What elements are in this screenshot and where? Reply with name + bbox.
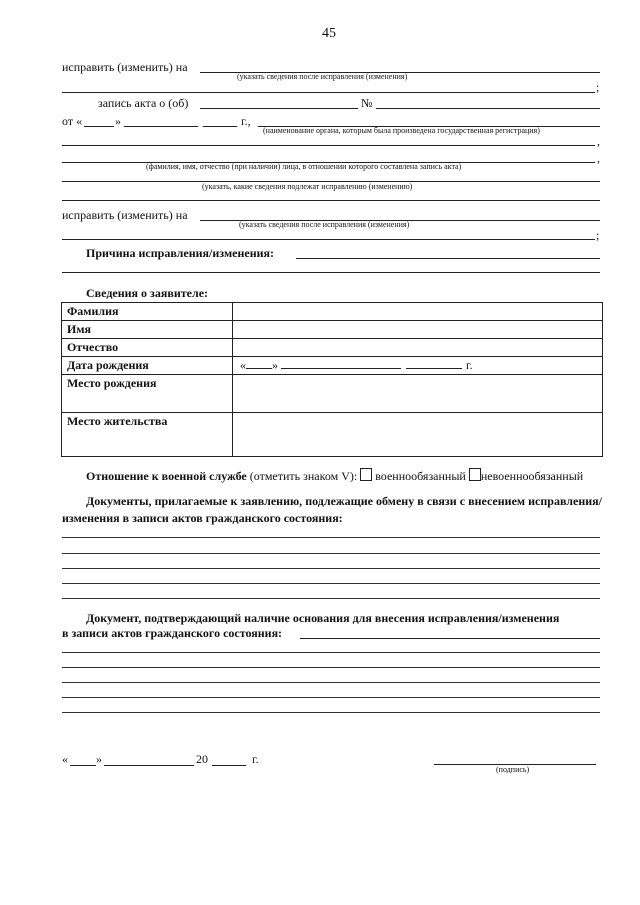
residence-label: Место жительства (62, 413, 233, 457)
name-label: Имя (62, 321, 233, 339)
footer-day-line[interactable] (70, 765, 96, 766)
date-month-line[interactable] (124, 126, 198, 127)
not-liable-checkbox[interactable] (469, 468, 481, 481)
documents-line-4[interactable] (62, 583, 600, 584)
year-suffix: г., (241, 114, 251, 128)
footer-year-suffix: г. (252, 752, 259, 766)
basis-line-2[interactable] (62, 667, 600, 668)
date-year-line[interactable] (203, 126, 237, 127)
patronymic-field[interactable] (233, 339, 603, 357)
number-sign: № (361, 96, 373, 110)
org-caption: (наименование органа, которым была произведена государственная регистрация) (263, 126, 540, 135)
fix-caption: (указать, какие сведения подлежат исправлению (изменению) (202, 182, 413, 191)
reason-label: Причина исправления/изменения: (86, 246, 275, 260)
birth-date-field[interactable] (233, 357, 603, 375)
page-number: 45 (322, 26, 336, 41)
document-basis-line2: в записи актов гражданского состояния: (62, 626, 283, 640)
birth-place-field[interactable] (233, 375, 603, 413)
birth-date-label: Дата рождения (62, 357, 233, 375)
applicant-table (61, 302, 603, 457)
document-basis-line1: Документ, подтверждающий наличие основания для внесения исправления/изменения (86, 611, 560, 625)
correct-to-line-2[interactable] (62, 92, 595, 93)
not-liable-option: невоеннообязанный (480, 469, 584, 483)
semicolon: ; (596, 80, 600, 94)
correct-to-caption-2: (указать сведения после исправления (изменения) (239, 220, 410, 229)
birth-place-label: Место рождения (62, 375, 233, 413)
record-number-line[interactable] (376, 108, 600, 109)
correct-to-label: исправить (изменить) на (62, 60, 188, 74)
footer-month-line[interactable] (104, 765, 194, 766)
military-hint: (отметить знаком V): (249, 469, 358, 483)
birth-date-year: г. (466, 358, 473, 372)
record-label: запись акта о (об) (98, 96, 189, 110)
person-caption: (фамилия, имя, отчество (при наличии) лица, в отношении которого составлена запись акта) (146, 162, 462, 171)
documents-line-3[interactable] (62, 568, 600, 569)
documents-line-5[interactable] (62, 598, 600, 599)
applicant-heading: Сведения о заявителе: (86, 286, 209, 300)
date-day-line[interactable] (84, 126, 114, 127)
footer-century: 20 (196, 752, 208, 766)
documents-line-1[interactable] (62, 537, 600, 538)
footer-date-open: « (62, 752, 68, 766)
correct-to-line-b2-2[interactable] (62, 239, 595, 240)
reason-line[interactable] (296, 258, 600, 259)
military-label: Отношение к военной службе (86, 469, 247, 483)
date-prefix: от « (62, 114, 83, 128)
reason-line-2[interactable] (62, 272, 600, 273)
document-basis-field[interactable] (300, 638, 600, 639)
liable-checkbox[interactable] (360, 468, 372, 481)
org-line-2[interactable] (62, 145, 595, 146)
basis-line-1[interactable] (62, 652, 600, 653)
basis-line-4[interactable] (62, 697, 600, 698)
comma-1: , (597, 134, 600, 148)
basis-line-3[interactable] (62, 682, 600, 683)
birth-date-close: » (272, 358, 278, 372)
basis-line-5[interactable] (62, 712, 600, 713)
name-field[interactable] (233, 321, 603, 339)
signature-caption: (подпись) (496, 765, 530, 774)
surname-label: Фамилия (62, 303, 233, 321)
correct-to-label-2: исправить (изменить) на (62, 208, 188, 222)
correct-to-caption: (указать сведения после исправления (изменения) (237, 72, 408, 81)
date-close: » (115, 114, 121, 128)
record-type-line[interactable] (200, 108, 358, 109)
footer-date-close: » (96, 752, 102, 766)
birth-date-open: « (240, 358, 246, 372)
surname-field[interactable] (233, 303, 603, 321)
military-row (86, 468, 583, 484)
comma-2: , (597, 151, 600, 165)
patronymic-label: Отчество (62, 339, 233, 357)
documents-attached-text: Документы, прилагаемые к заявлению, подлежащие обмену в связи с внесением исправления/изменения в записи актов гражданского состояния: (62, 494, 602, 525)
documents-line-2[interactable] (62, 553, 600, 554)
fix-line-2[interactable] (62, 200, 600, 201)
semicolon-2: ; (596, 228, 600, 242)
liable-option: военнообязанный (375, 469, 466, 483)
residence-field[interactable] (233, 413, 603, 457)
footer-year-line[interactable] (212, 765, 246, 766)
